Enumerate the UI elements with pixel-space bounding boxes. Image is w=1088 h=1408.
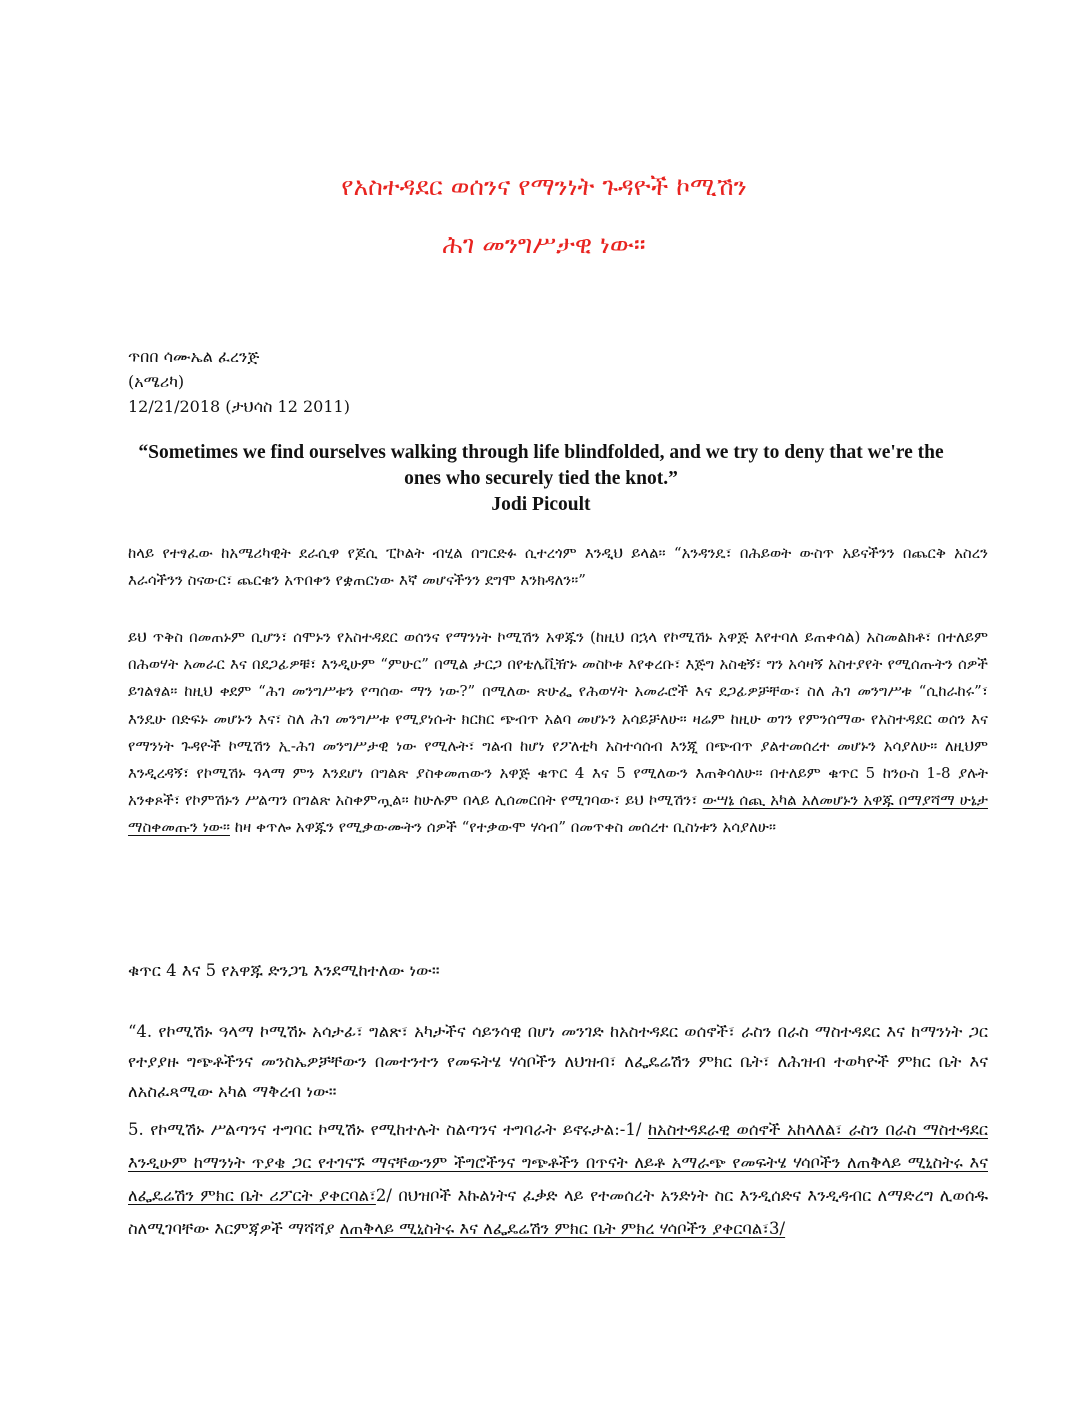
article-5-middle: 2/ በህዝቦች እኩልነትና ፈቃድ ላይ የተመሰረት አንድነት ስር እንዲሰድና እንዲዳብር ለማድረግ ሊወሰዱ ስለሚገባቸው እርምጃዎች ማሻሻያ (128, 1186, 988, 1238)
article-5 (128, 1113, 988, 1245)
quote-attribution: Jodi Picoult (491, 494, 591, 515)
document-title: የአስተዳደር ወሰንና የማንነት ጉዳዮች ኮሚሽን (341, 172, 747, 201)
article-5-lead: 5. የኮሚሽኑ ሥልጣንና ተግባር ኮሚሽኑ የሚከተሉት ስልጣንና ተግባራት ይኖሩታል:-1/ (128, 1120, 648, 1139)
article-4: “4. የኮሚሽኑ ዓላማ ኮሚሽኑ አሳታፊ፣ ግልጽ፣ አካታችና ሳይንሳዊ በሆነ መንገድ ከአስተዳደር ወሰኖች፣ ራስን በራስ ማስተዳደር እና ከማንነት ጋር የተያያዙ ግጭቶችንና መንስኤዎቻቸውን በመተንተን የመፍትሄ ሃሳቦችን ለህዝብ፣ ለፌዴሬሽን ምክር ቤት፣ ለሕዝብ ተወካዮች ምክር ቤት እና ለአስፈጻሚው አካል ማቅረብ ነው። (128, 1022, 988, 1101)
article-5-underlined-1: ከአስተዳደራዊ ወሰኖች አከላለል፣ ራስን በራስ ማስተዳደር እንዲሁም ከማንነት ጥያቄ ጋር የተገናኙ ማናቸውንም ችግሮችንና ግጭቶችን በጥናት ለይቶ አማራጭ የመፍትሄ ሃሳቦችን ለጠቅላይ ሚኒስትሩ እና ለፌዴሬሽን ምክር ቤት ሪፖርት ያቀርባል፣ (128, 1120, 988, 1205)
author-location: (አሜሪካ) (128, 372, 185, 391)
article-5-underlined-2: ለጠቅላይ ሚኒስትሩ እና ለፌዴሬሽን ምክር ቤት ምክረ ሃሳቦችን ያቀርባል፣3/ (339, 1219, 786, 1238)
paragraph-main (128, 624, 988, 842)
quote-text: “Sometimes we find ourselves walking through life blindfolded, and we try to deny that we're the ones who securely tied the knot.” (138, 442, 944, 489)
document-subtitle: ሕገ መንግሥታዊ ነው። (442, 230, 646, 259)
author-block (128, 344, 350, 419)
author-name: ጥበበ ሳሙኤል ፈረንጅ (128, 347, 260, 366)
underlined-statement: ውሣኔ ሰጪ አካል አለመሆኑን አዋጁ በማያሻማ ሁኔታ ማስቀመጡን ነው። (128, 791, 988, 837)
section-heading: ቁጥር 4 እና 5 የአዋጁ ድንጋጌ እንደሚከተለው ነው። (128, 961, 440, 980)
epigraph-quote (128, 440, 954, 518)
publication-date: 12/21/2018 (ታህሳስ 12 2011) (128, 397, 350, 416)
paragraph-main-tail: ከዛ ቀጥሎ አዋጁን የሚቃውሙትን ሰዎች “የተቃውሞ ሃሳብ” በመጥቀስ መሰረተ ቢስነቱን አሳያለሁ። (229, 818, 776, 837)
paragraph-intro: ከላይ የተፃፈው ከአሜሪካዊት ደራሲዋ የጆሲ ፒኮልት ብሂል በግርድፉ ሲተረጎም እንዲህ ይላል። “አንዳንዴ፣ በሕይወት ውስጥ አይናችንን በጨርቅ አስረን እራሳችንን ስናውር፣ ጨርቁን አጥበቀን የቋጠርነው እኛ መሆናችንን ደግሞ እንክዳለን።” (128, 544, 988, 589)
paragraph-main-text: ይህ ጥቅስ በመጠኑም ቢሆን፣ ሰሞኑን የአስተዳደር ወሰንና የማንነት ኮሚሽን አዋጁን (ከዚህ በኋላ የኮሚሽኑ አዋጅ እየተባለ ይጠቀሳል) አስመልክቶ፣ በተለይም በሕወሃት አመራር እና በደጋፊዎቹ፣ እንዲሁም “ምሁር” በሚል ታርጋ በየቴሌቪዥኑ መስኮቱ እየቀረቡ፣ እጅግ አስቂኝ፣ ግን አሳዛኝ አስተያየት የሚሰጡትን ሰዎች ይገልፃል። ከዚህ ቀደም “ሕገ መንግሥቱን የጣሰው ማን ነው?” በሚለው ጽሁፌ የሕወሃት አመራሮች እና ደጋፊዎቻቸው፣ ስለ ሕገ መንግሥቱ “ሲከራከሩ”፣ እንዴሁ በድፍኑ መሆኑን እና፣ ስለ ሕገ መንግሥቱ የሚያነሱት ክርክር ጭብጥ አልባ መሆኑን አሳይቻለሁ። ዛሬም ከዚሁ ወገን የምንሰማው የአስተዳደር ወሰን እና የማንነት ጉዳዮች ኮሚሽን ኢ-ሕገ መንግሥታዊ ነው የሚሉት፣ ግልብ ከሆነ የፖለቲካ አስተሳሰብ እንጂ በጭብጥ ያልተመሰረተ መሆኑን አሳያለሁ። ለዚህም እንዲረዳኝ፣ የኮሚሽኑ ዓላማ ምን እንደሆነ በግልጽ ያስቀመጠውን አዋጅ ቁጥር 4 እና 5 የሚለውን እጠቅሳለሁ። በተለይም ቁጥር 5 ከንዑስ 1-8 ያሉት አንቀጾች፣ የኮምሽኑን ሥልጣን በግልጽ አስቀምጧል። ከሁሉም በላይ ሊሰመርበት የሚገባው፣ ይህ ኮሚሽን፣ (128, 628, 988, 810)
